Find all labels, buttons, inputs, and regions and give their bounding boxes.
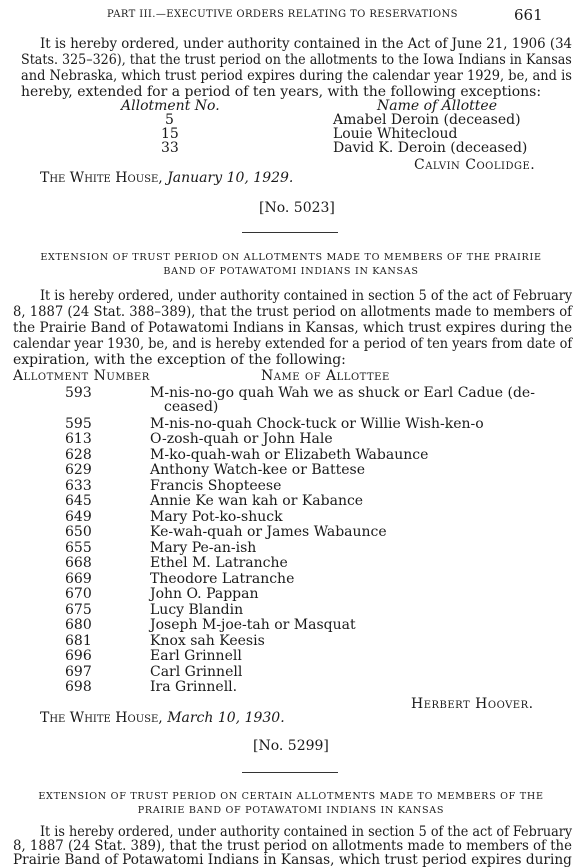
table-cell-name: Theodore Latranche bbox=[150, 571, 295, 587]
section-divider bbox=[242, 772, 338, 773]
table-cell-name: Anthony Watch-kee or Battese bbox=[150, 462, 366, 478]
dateline-date: January 10, 1929. bbox=[167, 170, 294, 186]
table-cell-no: 33 bbox=[161, 140, 179, 156]
dateline-place: The White House, bbox=[40, 170, 163, 186]
table-cell-name: M-nis-no-go quah Wah we as shuck or Earl Cadue (de- bbox=[150, 385, 535, 401]
order2-col-allotment: Allotment Number bbox=[13, 368, 150, 384]
order3-line: It is hereby ordered, under authority contained in section 5 of the act of February bbox=[40, 824, 573, 840]
table-cell-name: M-ko-quah-wah or Elizabeth Wabaunce bbox=[150, 447, 429, 463]
heading-line: EXTENSION OF TRUST PERIOD ON CERTAIN ALLOTMENTS MADE TO MEMBERS OF THE bbox=[38, 791, 544, 802]
table-cell-no: 5 bbox=[165, 112, 174, 128]
table-cell-no: 698 bbox=[65, 679, 92, 695]
table-cell-name: O-zosh-quah or John Hale bbox=[150, 431, 333, 447]
table-cell-name: Earl Grinnell bbox=[150, 648, 242, 664]
table-cell-name: Ke-wah-quah or James Wabaunce bbox=[150, 524, 387, 540]
heading-line: EXTENSION OF TRUST PERIOD ON ALLOTMENTS MADE TO MEMBERS OF THE PRAIRIE bbox=[40, 252, 542, 263]
order2-line: 8, 1887 (24 Stat. 388–389), that the trust period on allotments made to members of bbox=[13, 304, 573, 320]
table-cell-no: 680 bbox=[65, 617, 92, 633]
order1-line: hereby, extended for a period of ten years, with the following exceptions: bbox=[21, 84, 542, 100]
table-cell-no: 633 bbox=[65, 478, 92, 494]
table-cell-no: 675 bbox=[65, 602, 92, 618]
table-cell-no: 696 bbox=[65, 648, 92, 664]
order2-line: It is hereby ordered, under authority contained in section 5 of the act of February bbox=[40, 288, 573, 304]
order-number: [No. 5023] bbox=[259, 200, 335, 216]
order2-col-name: Name of Allottee bbox=[261, 368, 390, 384]
order2-heading bbox=[0, 251, 582, 279]
table-cell-no: 628 bbox=[65, 447, 92, 463]
order1-col-name: Name of Allottee bbox=[377, 98, 497, 114]
table-cell-no: 645 bbox=[65, 493, 92, 509]
dateline-place: The White House, bbox=[40, 710, 163, 726]
table-cell-no: 15 bbox=[161, 126, 179, 142]
table-cell-no: 613 bbox=[65, 431, 92, 447]
table-cell-name: Ethel M. Latranche bbox=[150, 555, 288, 571]
table-cell-name-cont: ceased) bbox=[164, 399, 219, 415]
table-cell-no: 670 bbox=[65, 586, 92, 602]
order1-dateline bbox=[40, 170, 293, 186]
table-cell-name: Francis Shopteese bbox=[150, 478, 282, 494]
table-cell-no: 697 bbox=[65, 664, 92, 680]
table-cell-name: Joseph M-joe-tah or Masquat bbox=[150, 617, 356, 633]
table-cell-no: 681 bbox=[65, 633, 92, 649]
table-cell-name: David K. Deroin (deceased) bbox=[333, 140, 528, 156]
order1-line: and Nebraska, which trust period expires during the calendar year 1929, be, and is bbox=[21, 68, 572, 84]
table-cell-name: Annie Ke wan kah or Kabance bbox=[150, 493, 364, 509]
table-cell-name: Lucy Blandin bbox=[150, 602, 244, 618]
order3-heading bbox=[0, 790, 582, 818]
table-cell-no: 649 bbox=[65, 509, 92, 525]
order3-line: Prairie Band of Potawatomi Indians in Kansas, which trust period expires during bbox=[13, 852, 572, 868]
table-cell-no: 650 bbox=[65, 524, 92, 540]
table-cell-no: 629 bbox=[65, 462, 92, 478]
order2-line: expiration, with the exception of the following: bbox=[13, 352, 346, 368]
table-cell-no: 593 bbox=[65, 385, 92, 401]
table-cell-name: Carl Grinnell bbox=[150, 664, 243, 680]
order1-line: Stats. 325–326), that the trust period on the allotments to the Iowa Indians in Kansas bbox=[21, 52, 572, 68]
table-cell-no: 668 bbox=[65, 555, 92, 571]
order1-col-allotment: Allotment No. bbox=[121, 98, 220, 114]
table-cell-name: Mary Pe-an-ish bbox=[150, 540, 257, 556]
table-cell-no: 669 bbox=[65, 571, 92, 587]
page-number: 661 bbox=[514, 6, 543, 24]
table-cell-name: M-nis-no-quah Chock-tuck or Willie Wish-ken-o bbox=[150, 416, 484, 432]
table-cell-name: Louie Whitecloud bbox=[333, 126, 458, 142]
table-cell-name: Knox sah Keesis bbox=[150, 633, 265, 649]
heading-line: BAND OF POTAWATOMI INDIANS IN KANSAS bbox=[163, 266, 419, 277]
table-cell-name: John O. Pappan bbox=[150, 586, 259, 602]
heading-line: PRAIRIE BAND OF POTAWATOMI INDIANS IN KANSAS bbox=[137, 805, 445, 816]
table-cell-name: Amabel Deroin (deceased) bbox=[333, 112, 521, 128]
dateline-date: March 10, 1930. bbox=[167, 710, 285, 726]
order2-dateline bbox=[40, 710, 285, 726]
order2-line: calendar year 1930, be, and is hereby extended for a period of ten years from date of bbox=[13, 336, 573, 352]
order3-line: 8, 1887 (24 Stat. 389), that the trust period on allotments made to members of the bbox=[13, 838, 572, 854]
order1-signature: Calvin Coolidge. bbox=[414, 157, 536, 173]
table-cell-name: Mary Pot-ko-shuck bbox=[150, 509, 283, 525]
section-divider bbox=[242, 232, 338, 233]
order-number: [No. 5299] bbox=[253, 738, 329, 754]
order2-line: the Prairie Band of Potawatomi Indians in Kansas, which trust expires during the bbox=[13, 320, 573, 336]
running-head-title: PART III.—EXECUTIVE ORDERS RELATING TO RESERVATIONS bbox=[107, 9, 458, 20]
table-cell-no: 595 bbox=[65, 416, 92, 432]
table-cell-no: 655 bbox=[65, 540, 92, 556]
order2-signature: Herbert Hoover. bbox=[411, 696, 534, 712]
order1-line: It is hereby ordered, under authority contained in the Act of June 21, 1906 (34 bbox=[40, 36, 573, 52]
table-cell-name: Ira Grinnell. bbox=[150, 679, 238, 695]
